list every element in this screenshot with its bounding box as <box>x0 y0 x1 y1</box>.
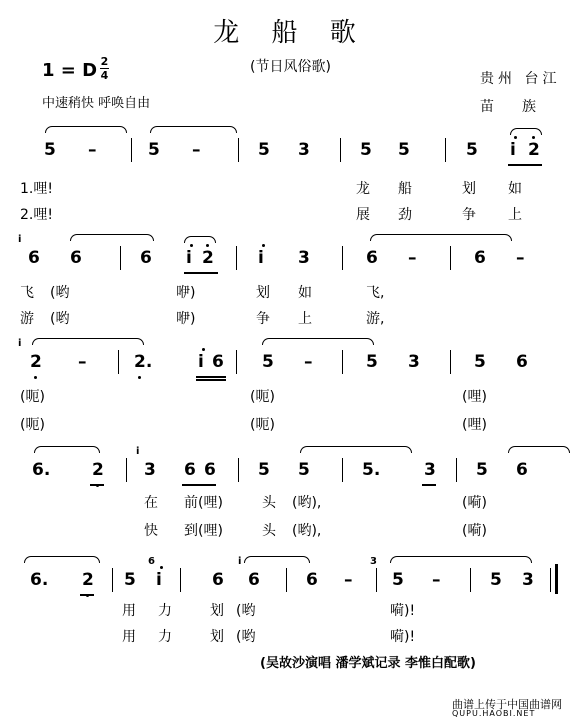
lyric: 划 <box>462 181 476 197</box>
credits: (吴故沙演唱 潘学斌记录 李惟白配歌) <box>260 656 476 671</box>
lyric: (哟 <box>50 311 70 327</box>
note: i <box>186 248 192 268</box>
lyric: (嗬) <box>462 523 487 539</box>
note: 3 <box>298 140 310 160</box>
note: 5 <box>474 352 486 372</box>
note: 2 <box>92 460 104 480</box>
tie <box>32 338 144 345</box>
octave-dot <box>532 136 535 139</box>
barline <box>236 246 237 270</box>
beam <box>196 379 226 381</box>
lyric: 上 <box>508 207 522 223</box>
beam <box>422 484 436 486</box>
lyric: 到(哩) <box>184 523 223 539</box>
barline <box>238 458 239 482</box>
note: 6 <box>140 248 152 268</box>
note: 5 <box>398 140 410 160</box>
barline <box>470 568 471 592</box>
note: 2. <box>134 352 153 372</box>
lyric: 飞, <box>366 285 385 301</box>
lyric: 划 <box>256 285 270 301</box>
lyric: 飞 <box>20 285 34 301</box>
grace-note: 3 <box>370 556 377 567</box>
note: – <box>304 352 313 372</box>
note: 5 <box>262 352 274 372</box>
note: – <box>516 248 525 268</box>
note: 6 <box>248 570 260 590</box>
note: 3 <box>298 248 310 268</box>
tie <box>34 446 100 453</box>
lyric: 划 <box>210 629 224 645</box>
lyric: 如 <box>508 181 522 197</box>
barline <box>456 458 457 482</box>
barline <box>112 568 113 592</box>
barline <box>376 568 377 592</box>
staff-row-1 <box>0 120 581 180</box>
barline <box>120 246 121 270</box>
lyric: 游, <box>366 311 385 327</box>
note: i <box>156 570 162 590</box>
note: – <box>432 570 441 590</box>
tie <box>24 556 100 563</box>
lyric: (哩) <box>462 417 487 433</box>
barline <box>180 568 181 592</box>
lyric: 用 <box>122 629 136 645</box>
watermark-url: QUPU.HAOBI.NET <box>452 709 536 718</box>
octave-dot-low <box>138 376 141 379</box>
note: 6 <box>184 460 196 480</box>
barline <box>286 568 287 592</box>
note: 3 <box>144 460 156 480</box>
note: 6 <box>212 570 224 590</box>
lyric: (哟 <box>236 603 256 619</box>
lyric: (哩) <box>462 389 487 405</box>
grace-note: i <box>238 556 242 567</box>
lyric: 头 <box>262 523 276 539</box>
note: 5 <box>44 140 56 160</box>
beam <box>508 164 542 166</box>
note: – <box>344 570 353 590</box>
time-signature <box>100 56 109 81</box>
octave-dot <box>202 348 205 351</box>
tie <box>390 556 532 563</box>
lyric: 力 <box>158 603 172 619</box>
lyric: (哟), <box>292 495 322 511</box>
lyric: 展 <box>356 207 370 223</box>
lyric: (呃) <box>20 417 45 433</box>
lyric: 1.哩! <box>20 181 53 197</box>
tie <box>300 446 412 453</box>
grace-note: i <box>18 234 22 245</box>
lyric: (哟 <box>50 285 70 301</box>
key-signature: 1 = D <box>42 60 98 81</box>
final-barline-thick <box>555 564 558 594</box>
note: 5 <box>392 570 404 590</box>
ethnic-label: 苗族 <box>480 99 564 115</box>
lyric: 咿) <box>176 285 196 301</box>
tie <box>150 126 237 133</box>
note: 5 <box>360 140 372 160</box>
note: 5 <box>124 570 136 590</box>
note: 6 <box>28 248 40 268</box>
region-label: 贵州 台江 <box>480 71 561 87</box>
lyric: 划 <box>210 603 224 619</box>
note: 6 <box>366 248 378 268</box>
final-barline-thin <box>550 568 551 592</box>
note: 5. <box>362 460 381 480</box>
beam <box>80 594 94 596</box>
note: 5 <box>298 460 310 480</box>
note: 6 <box>516 352 528 372</box>
barline <box>131 138 132 162</box>
note: 3 <box>424 460 436 480</box>
meter-top: 2 <box>100 55 109 68</box>
watermark-text: 曲谱上传于中国曲谱网 <box>452 698 562 711</box>
barline <box>340 138 341 162</box>
note: 6 <box>70 248 82 268</box>
tie <box>508 446 570 453</box>
note: i <box>510 140 516 160</box>
barline <box>126 458 127 482</box>
staff-row-3 <box>0 332 581 392</box>
lyric: 船 <box>398 181 412 197</box>
note: 6 <box>474 248 486 268</box>
note: 5 <box>258 140 270 160</box>
lyric: 快 <box>144 523 158 539</box>
note: – <box>408 248 417 268</box>
barline <box>236 350 237 374</box>
barline <box>342 246 343 270</box>
note: 2 <box>202 248 214 268</box>
barline <box>342 458 343 482</box>
lyric: 龙 <box>356 181 370 197</box>
note: – <box>192 140 201 160</box>
note: 2 <box>30 352 42 372</box>
tie <box>45 126 127 133</box>
barline <box>450 246 451 270</box>
note: 6 <box>306 570 318 590</box>
note: 2 <box>528 140 540 160</box>
note: 6 <box>212 352 224 372</box>
lyric: (哟), <box>292 523 322 539</box>
lyric: 游 <box>20 311 34 327</box>
note: 6 <box>204 460 216 480</box>
octave-dot <box>262 244 265 247</box>
lyric: 2.哩! <box>20 207 53 223</box>
lyric: 如 <box>298 285 312 301</box>
lyric: (呃) <box>250 417 275 433</box>
note: 6. <box>32 460 51 480</box>
note: 5 <box>366 352 378 372</box>
staff-row-2 <box>0 228 581 288</box>
beam <box>182 484 216 486</box>
lyric: (呃) <box>250 389 275 405</box>
tie <box>70 234 154 241</box>
barline <box>118 350 119 374</box>
lyric: 头 <box>262 495 276 511</box>
barline <box>450 350 451 374</box>
tie <box>244 556 310 563</box>
tie <box>370 234 512 241</box>
note: 6 <box>516 460 528 480</box>
song-subtitle: (节日风俗歌) <box>250 59 331 75</box>
lyric: (哟 <box>236 629 256 645</box>
beam <box>196 376 226 378</box>
lyric: 上 <box>298 311 312 327</box>
note: 5 <box>258 460 270 480</box>
staff-row-5 <box>0 550 581 610</box>
lyric: 用 <box>122 603 136 619</box>
slur <box>510 128 542 135</box>
note: 6. <box>30 570 49 590</box>
octave-dot <box>160 566 163 569</box>
grace-note: i <box>136 446 140 457</box>
lyric: 在 <box>144 495 158 511</box>
lyric: 咿) <box>176 311 196 327</box>
barline <box>238 138 239 162</box>
note: – <box>88 140 97 160</box>
note: 5 <box>148 140 160 160</box>
lyric: 争 <box>462 207 476 223</box>
lyric: 争 <box>256 311 270 327</box>
lyric: 嗬)! <box>390 629 416 645</box>
note: 5 <box>476 460 488 480</box>
song-title: 龙 船 歌 <box>213 18 368 48</box>
meter-bottom: 4 <box>100 69 109 82</box>
lyric: 劲 <box>398 207 412 223</box>
note: – <box>78 352 87 372</box>
note: i <box>198 352 204 372</box>
lyric: (嗬) <box>462 495 487 511</box>
note: 5 <box>466 140 478 160</box>
note: 2 <box>82 570 94 590</box>
note: 3 <box>408 352 420 372</box>
slur <box>184 236 216 243</box>
grace-note: i <box>18 338 22 349</box>
octave-dot <box>514 136 517 139</box>
beam <box>184 272 218 274</box>
octave-dot <box>206 244 209 247</box>
note: i <box>258 248 264 268</box>
octave-dot <box>190 244 193 247</box>
beam <box>90 484 104 486</box>
tie <box>262 338 374 345</box>
barline <box>342 350 343 374</box>
tempo-marking: 中速稍快 呼唤自由 <box>42 96 151 111</box>
barline <box>445 138 446 162</box>
note: 5 <box>490 570 502 590</box>
lyric: 力 <box>158 629 172 645</box>
lyric: 前(哩) <box>184 495 223 511</box>
note: 3 <box>522 570 534 590</box>
lyric: (呃) <box>20 389 45 405</box>
octave-dot-low <box>34 376 37 379</box>
grace-note: 6 <box>148 556 155 567</box>
staff-row-4 <box>0 440 581 500</box>
lyric: 嗬)! <box>390 603 416 619</box>
